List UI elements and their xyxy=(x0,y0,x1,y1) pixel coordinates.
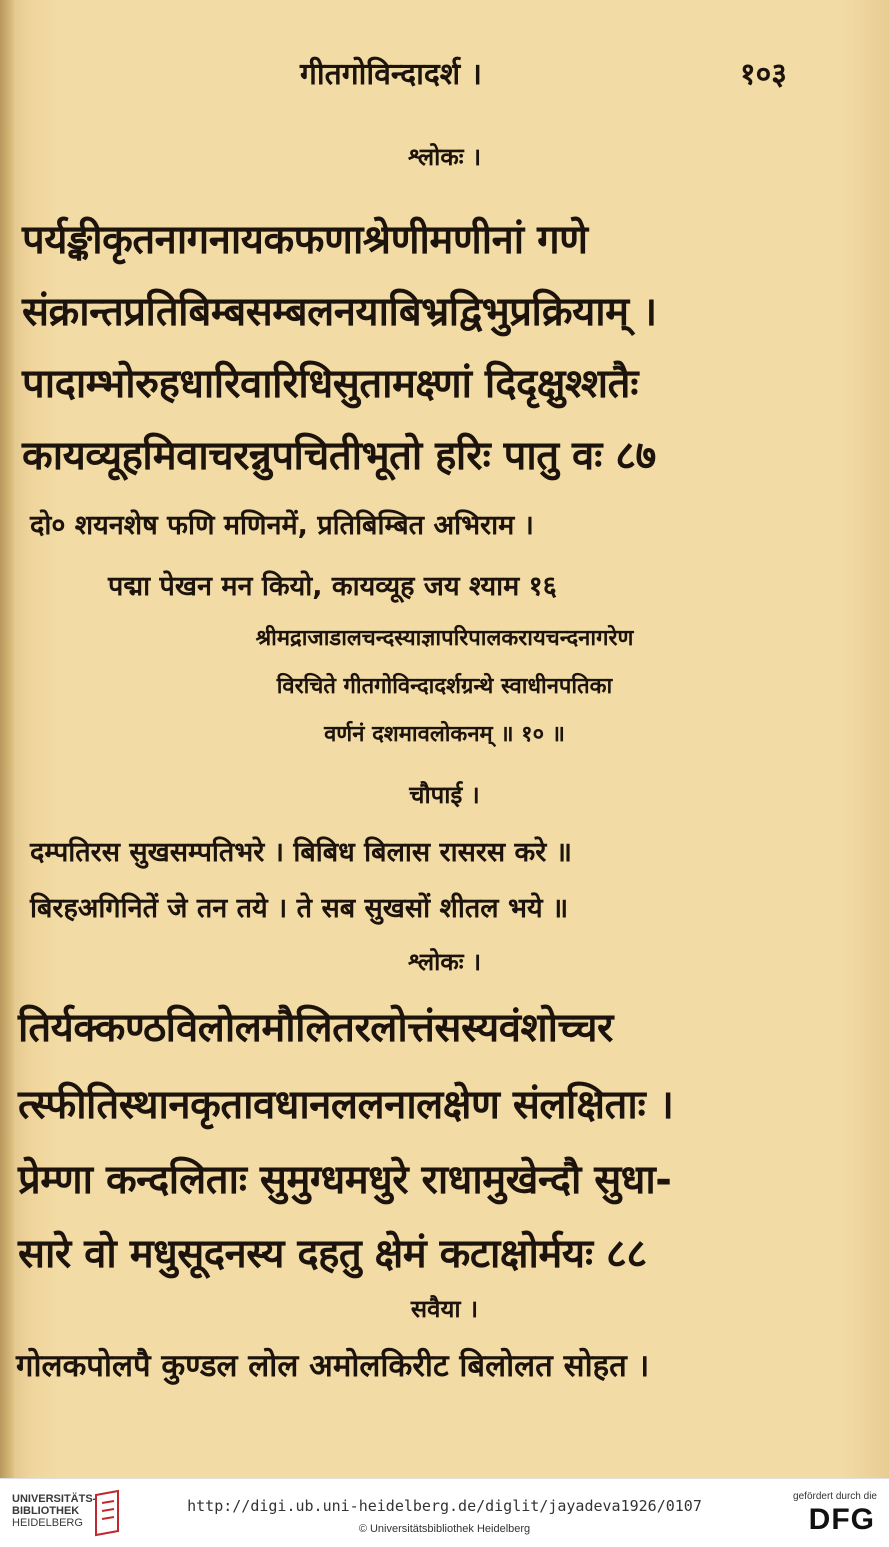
savaiya-heading: सवैया । xyxy=(410,1295,479,1323)
verse-line: पादाम्भोरुहधारिवारिधिसुतामक्ष्णां दिदृक्षुश्शतैः xyxy=(22,361,638,407)
verse-line: सारे वो मधुसूदनस्य दहतु क्षेमं कटाक्षोर्मयः ८८ xyxy=(18,1231,647,1277)
copyright-notice: © Universitätsbibliothek Heidelberg xyxy=(358,1523,531,1535)
doha-line: दो० शयनशेष फणि मणिनमें, प्रतिबिम्बित अभिराम । xyxy=(30,510,534,541)
verse-line: प्रेम्णा कन्दलिताः सुमुग्धमधुरे राधामुखेन्दौ सुधा- xyxy=(18,1157,672,1203)
running-title: गीतगोविन्दादर्श । xyxy=(300,57,482,92)
verse-heading: श्लोकः । xyxy=(407,143,482,171)
colophon-line: विरचिते गीतगोविन्दादर्शग्रन्थे स्वाधीनपतिका xyxy=(276,674,613,699)
permalink-url[interactable]: http://digi.ub.uni-heidelberg.de/diglit/jayadeva1926/0107 xyxy=(187,1497,702,1515)
chaupai-line: दम्पतिरस सुखसम्पतिभरे । बिबिध बिलास रासरस करे ॥ xyxy=(30,837,572,868)
library-name-line: HEIDELBERG xyxy=(12,1517,83,1529)
verse-heading: श्लोकः । xyxy=(407,948,482,976)
dfg-logo: DFG xyxy=(808,1503,875,1536)
funding-label: gefördert durch die xyxy=(793,1491,877,1502)
chaupai-line: बिरहअगिनितें जे तन तये । ते सब सुखसों शीतल भये ॥ xyxy=(30,893,569,924)
digitization-footer xyxy=(0,1478,889,1547)
colophon-line: वर्णनं दशमावलोकनम् ॥ १० ॥ xyxy=(324,722,565,747)
verse-line: कायव्यूहमिवाचरन्नुपचितीभूतो हरिः पातु वः ८७ xyxy=(22,433,656,479)
doha-line: पद्मा पेखन मन कियो, कायव्यूह जय श्याम १६ xyxy=(108,571,557,602)
library-name-line: BIBLIOTHEK xyxy=(12,1505,80,1517)
verse-line: तिर्यक्कण्ठविलोलमौलितरलोत्तंसस्यवंशोच्चर xyxy=(18,1005,613,1051)
verse-line: पर्यङ्कीकृतनागनायकफणाश्रेणीमणीनां गणे xyxy=(22,217,588,263)
savaiya-line: गोलकपोलपै कुण्डल लोल अमोलकिरीट बिलोलत सोहत । xyxy=(16,1348,650,1384)
verse-line: संक्रान्तप्रतिबिम्बसम्बलनयाबिभ्रद्विभुप्रक्रियाम् । xyxy=(22,289,657,335)
verse-line: त्स्फीतिस्थानकृतावधानललनालक्षेण संलक्षिताः । xyxy=(18,1082,674,1128)
library-name-line: UNIVERSITÄTS- xyxy=(12,1493,97,1505)
page-number: १०३ xyxy=(740,57,787,92)
chaupai-heading: चौपाई । xyxy=(409,781,480,809)
colophon-line: श्रीमद्राजाडालचन्दस्याज्ञापरिपालकरायचन्दनागरेण xyxy=(255,626,634,651)
